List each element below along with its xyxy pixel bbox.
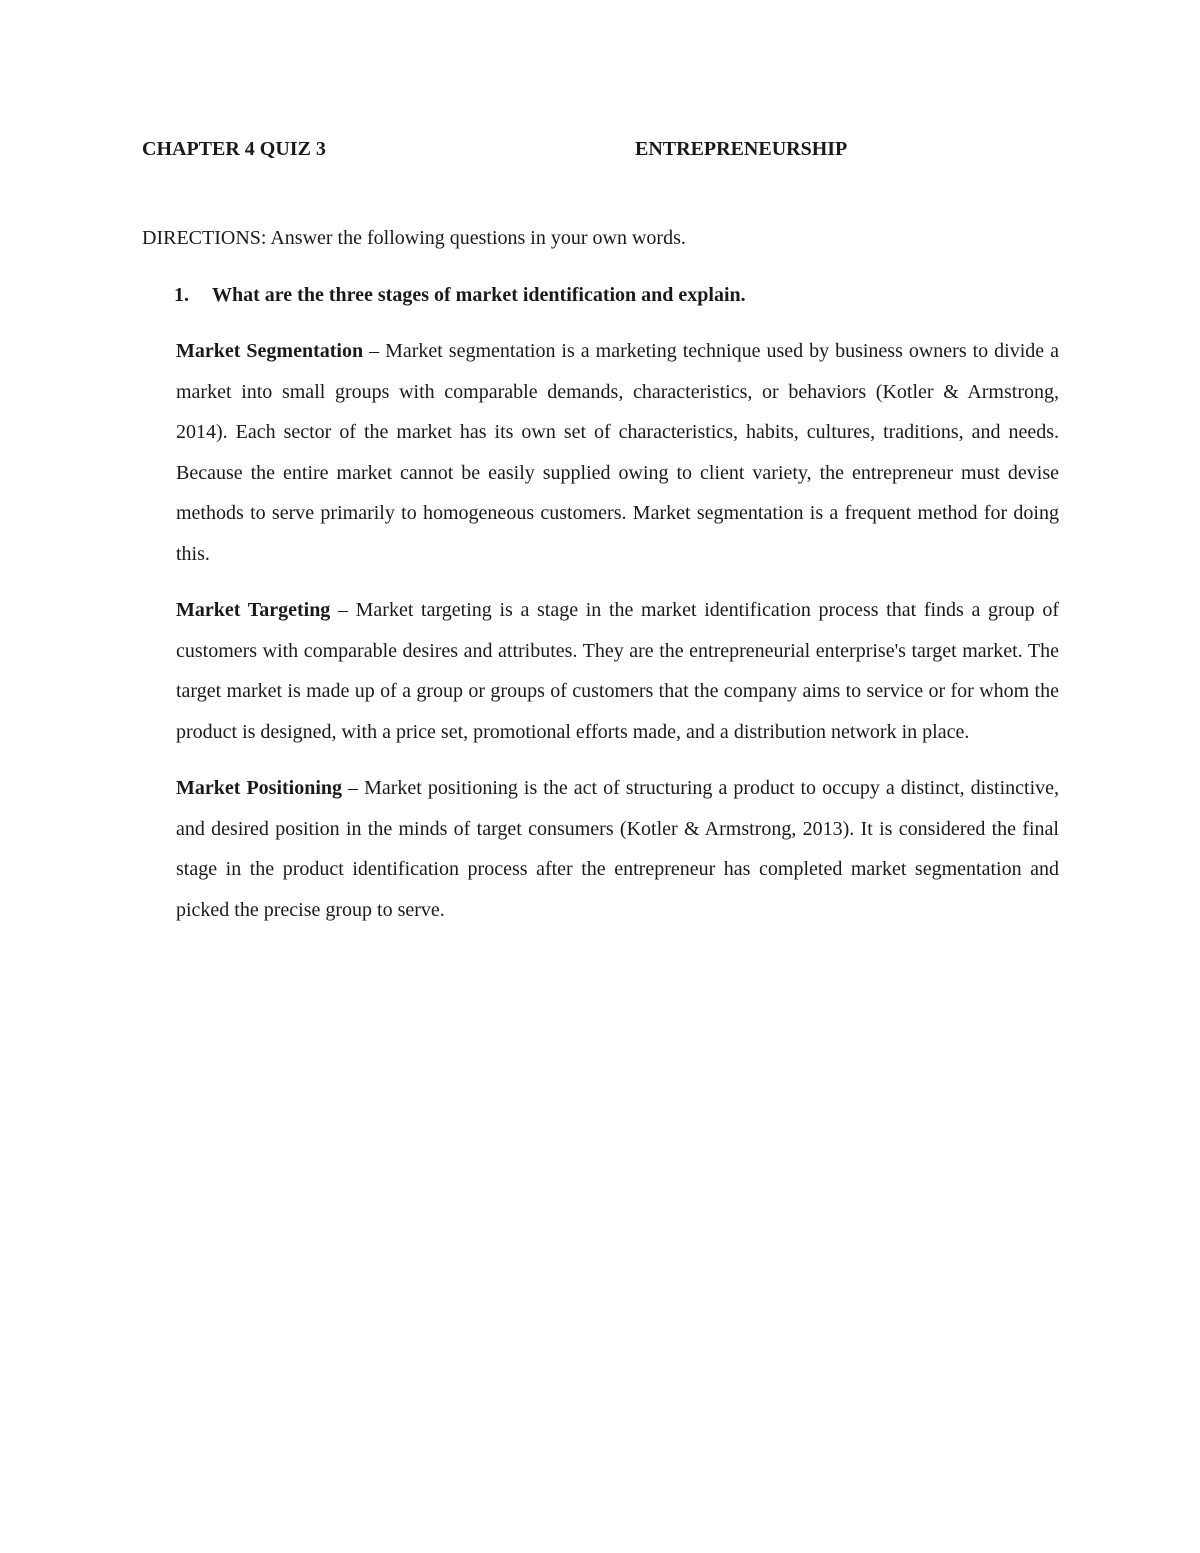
directions-text: DIRECTIONS: Answer the following questions in your own words. xyxy=(142,227,686,249)
subject-title: ENTREPRENEURSHIP xyxy=(635,138,848,160)
answer-list xyxy=(176,331,1059,946)
question-number: 1. xyxy=(174,284,189,306)
answer-body: Market targeting is a stage in the market identification process that finds a group of customers with comparable desires and attributes. They are the entrepreneurial enterprise's target market. The target market is made up of a group or groups of customers that the company aims to service or for whom the product is designed, with a price set, promotional efforts made, and a distribution network in place. xyxy=(176,599,1059,743)
answer-term: Market Segmentation xyxy=(176,340,364,362)
answer-body: Market positioning is the act of structuring a product to occupy a distinct, distinctive, and desired position in the minds of target consumers (Kotler & Armstrong, 2013). It is considered the final stage in the product identification process after the entrepreneur has completed market segmentation and picked the precise group to serve. xyxy=(176,777,1059,921)
answer-term: Market Targeting xyxy=(176,599,331,621)
answer-separator: – xyxy=(342,777,365,799)
answer-market-targeting xyxy=(176,590,1059,752)
question-text: What are the three stages of market identification and explain. xyxy=(212,284,746,306)
quiz-title: CHAPTER 4 QUIZ 3 xyxy=(142,138,326,160)
document-header xyxy=(142,138,1042,166)
answer-separator: – xyxy=(330,599,356,621)
answer-market-segmentation xyxy=(176,331,1059,574)
answer-market-positioning xyxy=(176,768,1059,930)
question-1 xyxy=(174,284,746,307)
answer-term: Market Positioning xyxy=(176,777,343,799)
answer-body: Market segmentation is a marketing technique used by business owners to divide a market into small groups with comparable demands, characteristics, or behaviors (Kotler & Armstrong, 2014). Each sector of the market has its own set of characteristics, habits, cultures, traditions, and needs. Because the entire market cannot be easily supplied owing to client variety, the entrepreneur must devise methods to serve primarily to homogeneous customers. Market segmentation is a frequent method for doing this. xyxy=(176,340,1060,565)
answer-separator: – xyxy=(363,340,386,362)
